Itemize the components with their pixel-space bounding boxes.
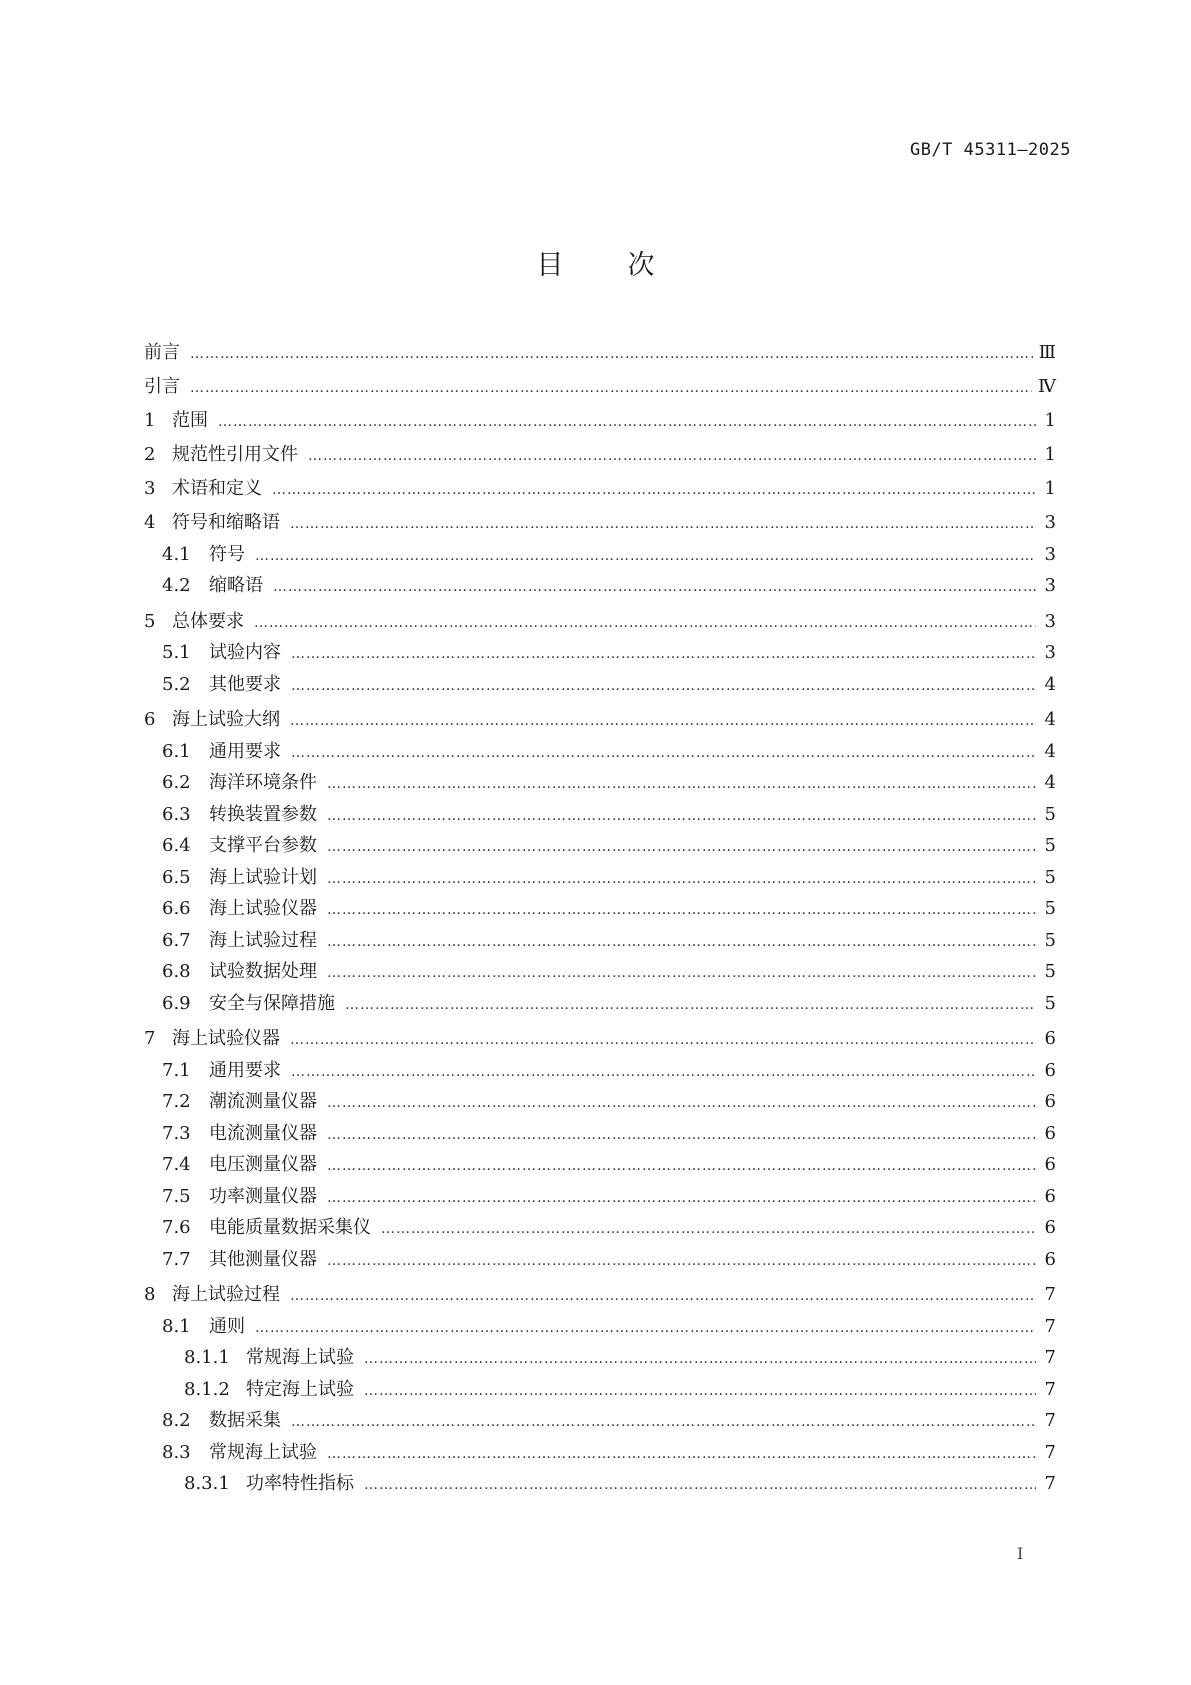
toc-leader-dots <box>255 1320 1036 1336</box>
toc-entry-page: 6 <box>1044 1122 1056 1144</box>
toc-leader-dots <box>364 1477 1036 1493</box>
toc-leader-dots <box>272 482 1036 498</box>
toc-entry-number: 6.8 <box>162 961 191 982</box>
toc-entry-title: 电流测量仪器 <box>209 1122 317 1144</box>
toc-entry-title: 符号和缩略语 <box>172 512 280 533</box>
toc-leader-dots <box>364 1383 1036 1399</box>
toc-entry[interactable] <box>144 1150 1056 1182</box>
toc-entry-page: 1 <box>1044 444 1056 465</box>
toc-entry-title: 其他要求 <box>209 673 281 695</box>
toc-entry-page: 5 <box>1044 992 1056 1014</box>
toc-entry-page: 4 <box>1044 740 1056 762</box>
toc-leader-dots <box>254 615 1036 631</box>
toc-entry-number: 4.2 <box>162 575 191 596</box>
toc-entry[interactable] <box>144 705 1056 737</box>
toc-entry-title: 电压测量仪器 <box>209 1154 317 1175</box>
toc-entry-page: 6 <box>1044 1185 1056 1207</box>
toc-entry-page: 1 <box>1044 478 1056 499</box>
toc-entry[interactable] <box>144 1343 1056 1375</box>
toc-entry-title: 试验数据处理 <box>209 961 317 982</box>
toc-leader-dots <box>327 808 1036 824</box>
toc-entry-title: 总体要求 <box>172 610 244 632</box>
toc-leader-dots <box>327 965 1036 981</box>
toc-leader-dots <box>327 1446 1036 1462</box>
toc-leader-dots <box>364 1351 1036 1367</box>
toc-entry-page: 6 <box>1044 1217 1056 1238</box>
toc-entry-page: 3 <box>1044 575 1056 596</box>
toc-leader-dots <box>190 380 1032 396</box>
table-of-contents <box>144 338 1056 1501</box>
toc-entry-number: 6.2 <box>162 772 191 793</box>
toc-leader-dots <box>327 871 1036 887</box>
toc-leader-dots <box>291 1414 1036 1430</box>
toc-entry[interactable] <box>144 1406 1056 1438</box>
toc-entry-number: 3 <box>144 478 156 499</box>
toc-entry-page: 5 <box>1044 961 1056 982</box>
toc-entry-title: 海上试验大纲 <box>172 709 280 730</box>
toc-entry-number: 8.2 <box>162 1410 191 1431</box>
toc-entry-page: 5 <box>1044 929 1056 951</box>
toc-entry-number: 2 <box>144 444 156 465</box>
page-number: Ⅰ <box>1017 1544 1024 1563</box>
toc-leader-dots <box>291 678 1036 694</box>
toc-entry[interactable] <box>144 1375 1056 1407</box>
toc-entry-title: 支撑平台参数 <box>209 835 317 856</box>
toc-entry-number: 8.1.1 <box>184 1347 230 1368</box>
toc-entry-title: 特定海上试验 <box>246 1378 354 1400</box>
toc-entry-number: 6.4 <box>162 835 191 856</box>
toc-entry-page: 5 <box>1044 866 1056 888</box>
toc-entry[interactable] <box>144 768 1056 800</box>
toc-entry-title: 数据采集 <box>209 1410 281 1431</box>
toc-entry-number: 6.3 <box>162 803 191 825</box>
toc-entry[interactable] <box>144 406 1056 438</box>
toc-leader-dots <box>308 448 1036 464</box>
toc-entry-page: 6 <box>1044 1059 1056 1081</box>
toc-leader-dots <box>190 346 1033 362</box>
toc-leader-dots <box>381 1221 1036 1237</box>
toc-entry-page: 1 <box>1044 410 1056 431</box>
toc-entry-title: 通用要求 <box>209 740 281 762</box>
toc-entry[interactable] <box>144 1280 1056 1312</box>
toc-entry[interactable] <box>144 1213 1056 1245</box>
toc-entry-title: 通用要求 <box>209 1059 281 1081</box>
title-char-2: 次 <box>627 250 655 281</box>
toc-entry-page: 7 <box>1044 1284 1056 1305</box>
toc-entry[interactable] <box>144 831 1056 863</box>
toc-leader-dots <box>290 713 1036 729</box>
standard-code: GB/T 45311—2025 <box>909 140 1071 160</box>
toc-leader-dots <box>327 1127 1036 1143</box>
toc-entry-title: 范围 <box>172 410 208 431</box>
toc-leader-dots <box>327 1190 1036 1206</box>
toc-leader-dots <box>290 1032 1036 1048</box>
toc-entry-page: Ⅲ <box>1038 342 1056 363</box>
toc-entry-title: 海上试验仪器 <box>172 1028 280 1049</box>
toc-entry-page: 7 <box>1044 1441 1056 1463</box>
toc-entry-page: 4 <box>1044 709 1056 730</box>
toc-entry-page: Ⅳ <box>1038 376 1056 397</box>
toc-leader-dots <box>327 902 1036 918</box>
toc-entry-title: 符号 <box>209 543 245 565</box>
toc-entry-number: 4.1 <box>162 543 191 565</box>
toc-entry-number: 8.3 <box>162 1441 191 1463</box>
toc-entry[interactable] <box>144 1182 1056 1214</box>
toc-entry[interactable] <box>144 989 1056 1021</box>
toc-entry-number: 7.5 <box>162 1185 191 1207</box>
toc-entry-number: 8 <box>144 1284 156 1305</box>
toc-entry-title: 引言 <box>144 376 180 397</box>
toc-entry-number: 7.4 <box>162 1154 191 1175</box>
toc-entry-number: 5.1 <box>162 642 191 663</box>
toc-entry-number: 7.7 <box>162 1248 191 1270</box>
toc-entry-page: 7 <box>1044 1378 1056 1400</box>
toc-entry-number: 7 <box>144 1028 156 1049</box>
toc-entry-title: 其他测量仪器 <box>209 1248 317 1270</box>
toc-entry-page: 3 <box>1044 642 1056 663</box>
title-char-1: 目 <box>536 250 564 281</box>
toc-entry-number: 6.6 <box>162 898 191 919</box>
toc-entry-title: 海上试验仪器 <box>209 898 317 919</box>
toc-entry-page: 6 <box>1044 1248 1056 1270</box>
toc-entry-number: 8.1.2 <box>184 1378 230 1400</box>
toc-leader-dots <box>291 1064 1036 1080</box>
toc-entry-page: 5 <box>1044 835 1056 856</box>
toc-entry[interactable] <box>144 1312 1056 1344</box>
toc-entry-page: 5 <box>1044 898 1056 919</box>
toc-leader-dots <box>327 1095 1036 1111</box>
toc-leader-dots <box>327 1158 1036 1174</box>
page-title <box>0 243 1191 282</box>
toc-entry[interactable] <box>144 638 1056 670</box>
toc-entry-page: 3 <box>1044 610 1056 632</box>
toc-entry[interactable] <box>144 338 1056 370</box>
toc-entry[interactable] <box>144 1024 1056 1056</box>
toc-entry[interactable] <box>144 800 1056 832</box>
toc-entry-number: 7.3 <box>162 1122 191 1144</box>
toc-leader-dots <box>218 414 1036 430</box>
toc-entry-number: 6.7 <box>162 929 191 951</box>
toc-entry-number: 8.1 <box>162 1315 191 1337</box>
toc-entry-title: 试验内容 <box>209 642 281 663</box>
toc-entry-page: 3 <box>1044 543 1056 565</box>
toc-entry[interactable] <box>144 1438 1056 1470</box>
toc-leader-dots <box>255 548 1036 564</box>
toc-entry[interactable] <box>144 670 1056 702</box>
toc-leader-dots <box>290 516 1036 532</box>
toc-entry-page: 4 <box>1044 673 1056 695</box>
toc-entry[interactable] <box>144 1119 1056 1151</box>
toc-entry-page: 6 <box>1044 1154 1056 1175</box>
toc-entry-title: 通则 <box>209 1315 245 1337</box>
toc-entry-page: 4 <box>1044 772 1056 793</box>
toc-entry-title: 常规海上试验 <box>209 1441 317 1463</box>
toc-entry-title: 海上试验过程 <box>209 929 317 951</box>
toc-entry-title: 海上试验计划 <box>209 866 317 888</box>
toc-entry-title: 转换装置参数 <box>209 803 317 825</box>
toc-entry-number: 5.2 <box>162 673 191 695</box>
toc-entry[interactable] <box>144 474 1056 506</box>
toc-entry[interactable] <box>144 540 1056 572</box>
toc-entry-number: 8.3.1 <box>184 1473 230 1494</box>
toc-entry[interactable] <box>144 894 1056 926</box>
toc-entry-number: 6.5 <box>162 866 191 888</box>
toc-entry-number: 6 <box>144 709 156 730</box>
toc-entry-number: 7.6 <box>162 1217 191 1238</box>
toc-entry-title: 电能质量数据采集仪 <box>209 1217 371 1238</box>
toc-entry-page: 5 <box>1044 803 1056 825</box>
toc-entry-title: 术语和定义 <box>172 478 262 499</box>
toc-entry[interactable] <box>144 957 1056 989</box>
toc-entry-title: 常规海上试验 <box>246 1347 354 1368</box>
toc-entry-page: 3 <box>1044 512 1056 533</box>
toc-entry[interactable] <box>144 1056 1056 1088</box>
toc-entry-number: 7.2 <box>162 1091 191 1112</box>
toc-entry[interactable] <box>144 1087 1056 1119</box>
toc-entry-title: 前言 <box>144 342 180 363</box>
toc-leader-dots <box>290 1288 1036 1304</box>
toc-entry-number: 6.9 <box>162 992 191 1014</box>
toc-entry[interactable] <box>144 863 1056 895</box>
toc-entry[interactable] <box>144 508 1056 540</box>
toc-leader-dots <box>327 934 1036 950</box>
toc-entry-title: 缩略语 <box>209 575 263 596</box>
toc-leader-dots <box>327 839 1036 855</box>
toc-entry[interactable] <box>144 737 1056 769</box>
toc-entry-page: 7 <box>1044 1347 1056 1368</box>
toc-entry-title: 规范性引用文件 <box>172 444 298 465</box>
toc-entry[interactable] <box>144 1469 1056 1501</box>
toc-entry-page: 7 <box>1044 1473 1056 1494</box>
toc-entry-page: 6 <box>1044 1091 1056 1112</box>
toc-entry-number: 7.1 <box>162 1059 191 1081</box>
toc-entry[interactable] <box>144 926 1056 958</box>
toc-entry-number: 5 <box>144 610 156 632</box>
toc-entry-number: 6.1 <box>162 740 191 762</box>
toc-entry-title: 功率特性指标 <box>246 1473 354 1494</box>
toc-leader-dots <box>327 1253 1036 1269</box>
toc-leader-dots <box>291 745 1036 761</box>
toc-entry-title: 安全与保障措施 <box>209 992 335 1014</box>
toc-entry-number: 1 <box>144 410 156 431</box>
toc-entry-number: 4 <box>144 512 156 533</box>
toc-entry-title: 海洋环境条件 <box>209 772 317 793</box>
toc-entry[interactable] <box>144 607 1056 639</box>
toc-entry[interactable] <box>144 372 1056 404</box>
toc-entry-title: 功率测量仪器 <box>209 1185 317 1207</box>
toc-leader-dots <box>327 776 1036 792</box>
toc-entry-page: 6 <box>1044 1028 1056 1049</box>
toc-leader-dots <box>345 997 1036 1013</box>
toc-entry-page: 7 <box>1044 1410 1056 1431</box>
toc-entry[interactable] <box>144 1245 1056 1277</box>
toc-entry-title: 海上试验过程 <box>172 1284 280 1305</box>
toc-entry-page: 7 <box>1044 1315 1056 1337</box>
toc-leader-dots <box>273 579 1036 595</box>
toc-entry[interactable] <box>144 571 1056 603</box>
toc-entry-title: 潮流测量仪器 <box>209 1091 317 1112</box>
toc-leader-dots <box>291 646 1036 662</box>
toc-entry[interactable] <box>144 440 1056 472</box>
